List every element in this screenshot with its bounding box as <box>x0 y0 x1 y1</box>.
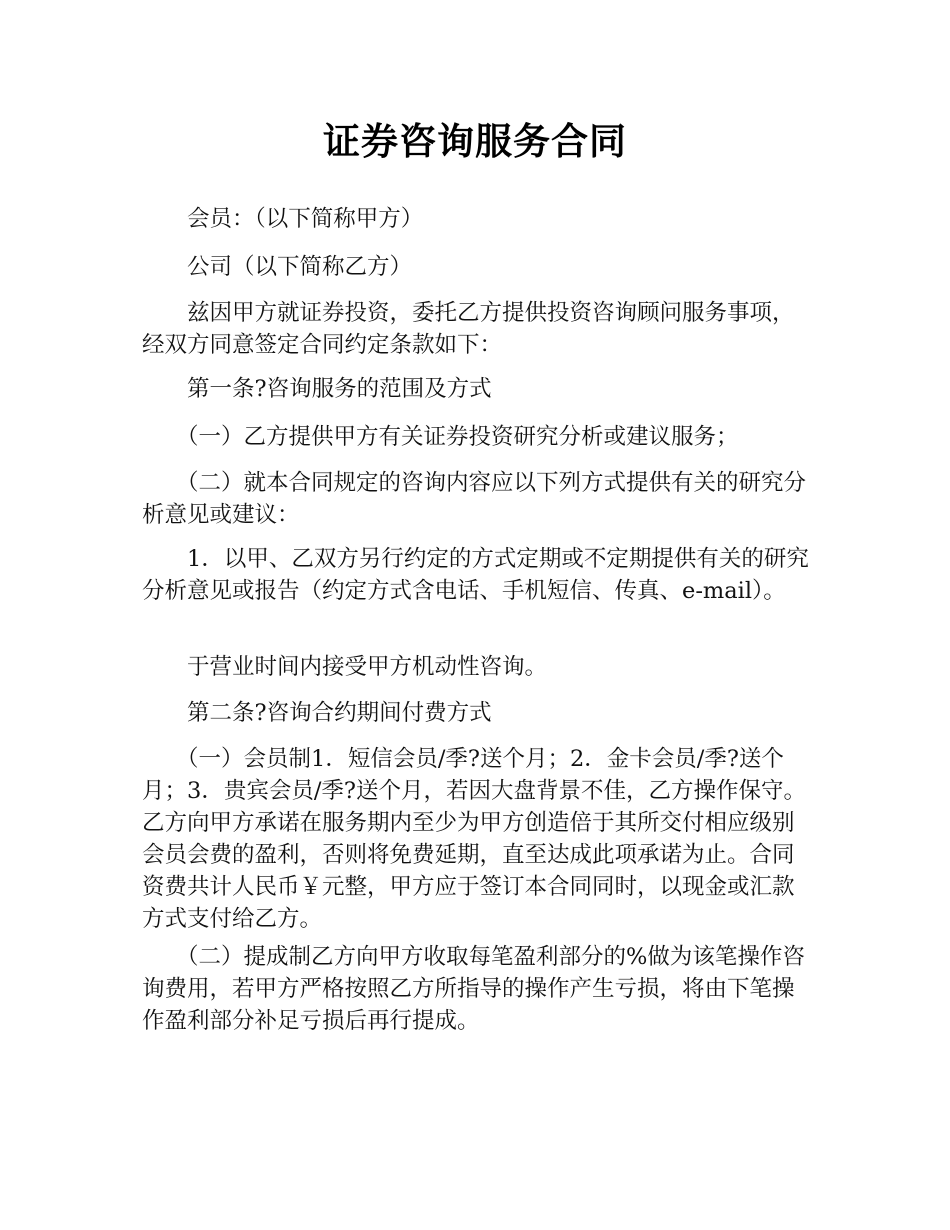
preamble-paragraph: 兹因甲方就证券投资，委托乙方提供投资咨询顾问服务事项，经双方同意签定合同约定条款如下： <box>142 300 795 358</box>
article-1-clause-1: （一）乙方提供甲方有关证券投资研究分析或建议服务； <box>176 424 739 450</box>
article-1-clause-2: （二）就本合同规定的咨询内容应以下列方式提供有关的研究分析意见或建议： <box>142 470 807 528</box>
article-1-item-1: 1．以甲、乙双方另行约定的方式定期或不定期提供有关的研究分析意见或报告（约定方式含电话、手机短信、传真、e-mail）。 <box>142 546 809 604</box>
party-a-line: 会员：（以下简称甲方） <box>187 206 424 232</box>
article-2-clause-1: （一）会员制1．短信会员/季?送个月；2．金卡会员/季?送个月；3．贵宾会员/季?送个月，若因大盘背景不佳，乙方操作保守。乙方向甲方承诺在服务期内至少为甲方创造倍于其所交付相应级别会员会费的盈利，否则将免费延期，直至达成此项承诺为止。合同资费共计人民币￥元整，甲方应于签订本合同同时，以现金或汇款方式支付给乙方。 <box>142 746 806 932</box>
article-2-heading: 第二条?咨询合约期间付费方式 <box>187 700 492 726</box>
party-b-line: 公司（以下简称乙方） <box>187 254 413 280</box>
article-1-heading: 第一条?咨询服务的范围及方式 <box>187 376 492 402</box>
article-2-clause-2: （二）提成制乙方向甲方收取每笔盈利部分的%做为该笔操作咨询费用，若甲方严格按照乙方所指导的操作产生亏损，将由下笔操作盈利部分补足亏损后再行提成。 <box>142 944 805 1034</box>
article-1-item-2: 于营业时间内接受甲方机动性咨询。 <box>187 654 548 680</box>
document-title: 证券咨询服务合同 <box>323 120 627 163</box>
